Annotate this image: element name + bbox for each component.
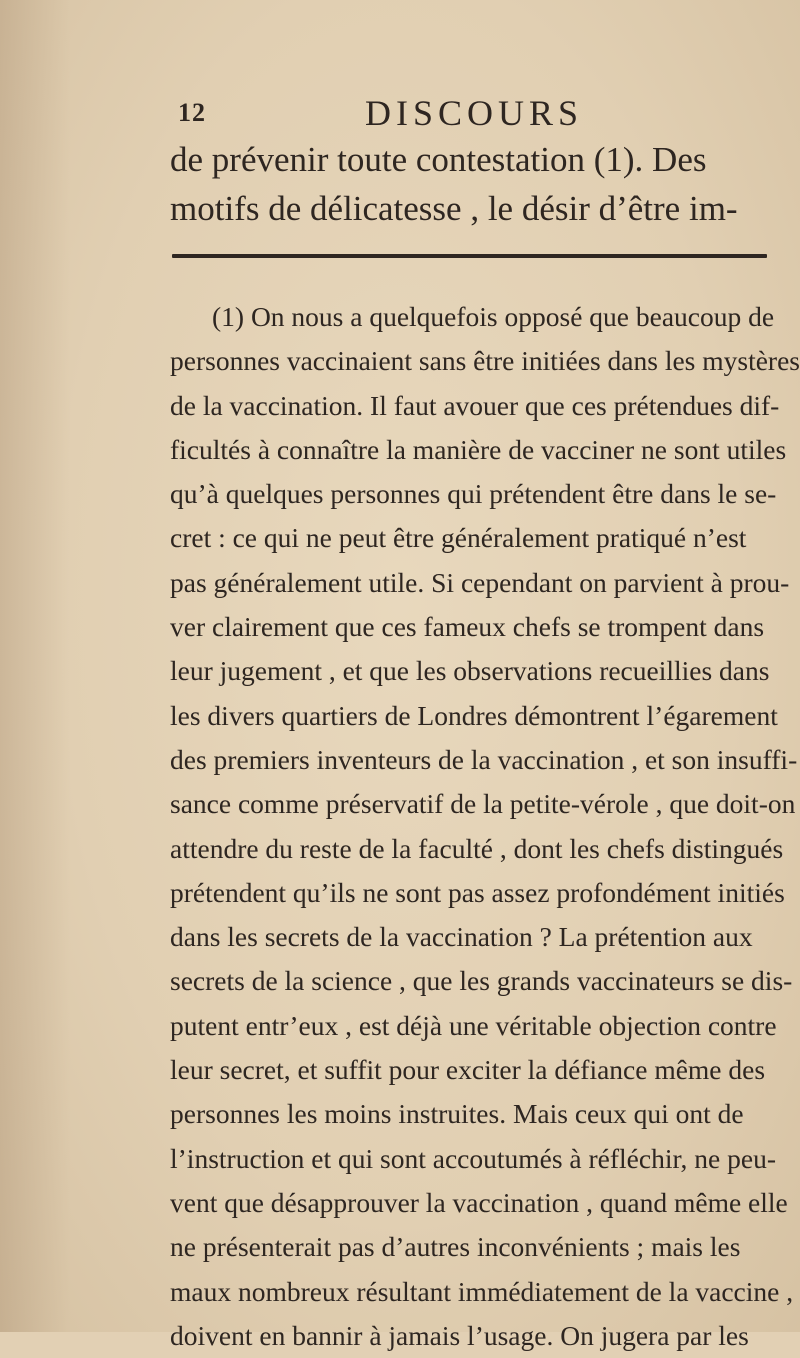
footnote-line: personnes les moins instruites. Mais ceux qui ont de [170,1098,744,1130]
footnote-line: (1) On nous a quelquefois opposé que beaucoup de [212,301,775,332]
footnote-line: prétendent qu’ils ne sont pas assez profondément initiés [170,876,785,908]
footnote-line: cret : ce qui ne peut être généralement pratiqué n’est [170,522,747,554]
main-text [170,135,790,233]
footnote-line: qu’à quelques personnes qui prétendent être dans le se- [170,478,777,510]
footnote-separator-rule [172,254,767,258]
footnote-line: maux nombreux résultant immédiatement de la vaccine , [170,1275,794,1307]
footnote-line: putent entr’eux , est déjà une véritable objection contre [170,1009,777,1041]
page-number: 12 [178,98,206,127]
main-text-line: de prévenir toute contestation (1). Des [170,140,707,179]
footnote-line: des premiers inventeurs de la vaccination , et son insuffi- [170,743,798,775]
footnote-line: leur jugement , et que les observations recueillies dans [170,655,770,687]
footnote-line: vent que désapprouver la vaccination , quand même elle [170,1186,788,1218]
footnote-line: l’instruction et qui sont accoutumés à réfléchir, ne peu- [170,1142,776,1174]
footnote-line: de la vaccination. Il faut avouer que ces prétendues dif- [170,389,780,421]
footnote-line: ficultés à connaître la manière de vacciner ne sont utiles [170,433,787,465]
footnote-line: pas généralement utile. Si cependant on parvient à prou- [170,566,790,598]
footnote-line: doivent en bannir à jamais l’usage. On jugera par les [170,1319,749,1351]
footnote-line: dans les secrets de la vaccination ? La prétention aux [170,921,753,953]
footnote-line: sance comme préservatif de la petite-vérole , que doit-on [170,788,796,820]
page-edge-shadow [0,0,70,1332]
footnote-line: leur secret, et suffit pour exciter la défiance même des [170,1054,766,1086]
footnote-line: personnes vaccinaient sans être initiées dans les mystères [170,345,800,377]
footnote-line: les divers quartiers de Londres démontrent l’égarement [170,699,778,731]
running-title: DISCOURS [365,93,584,133]
footnote-line: attendre du reste de la faculté , dont les chefs distingués [170,832,784,864]
footnote [170,295,800,1358]
main-text-line: motifs de délicatesse , le désir d’être im- [170,189,738,228]
footnote-line: ver clairement que ces fameux chefs se trompent dans [170,611,765,643]
footnote-line: secrets de la science , que les grands vaccinateurs se dis- [170,965,793,997]
footnote-line: ne présenterait pas d’autres inconvénients ; mais les [170,1231,741,1263]
